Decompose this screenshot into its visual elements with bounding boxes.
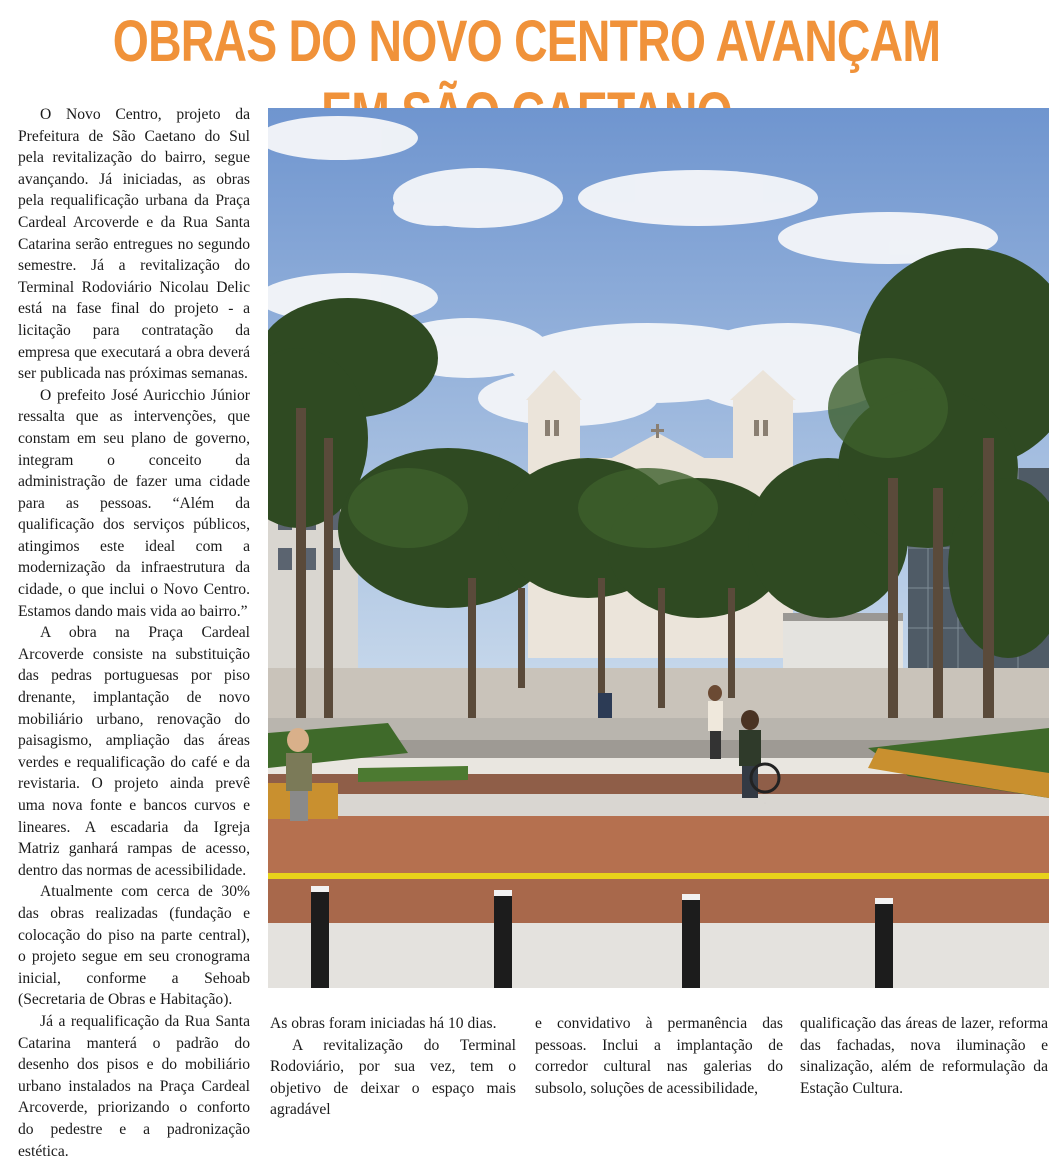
paragraph: O prefeito José Auricchio Júnior ressalta que as intervenções, que constam em seu plano de governo, integram o conceito da administração de fazer uma cidade para as pessoas. “Além da qualificação dos serviços públicos, atingimos este ideal com a modernização da infraestrutura da cidade, o que inclui o Novo Centro. Estamos dando mais vida ao bairro.” [18, 385, 250, 623]
article-column-4 [800, 1013, 1048, 1099]
article-column-3 [535, 1013, 783, 1099]
article-column-2 [270, 1013, 516, 1121]
paragraph: Já a requalificação da Rua Santa Catarina manterá o padrão do desenho dos pisos e do mobiliário urbano instalados na Praça Cardeal Arcoverde, priorizando o conforto do pedestre e a padronização estética. [18, 1011, 250, 1162]
paragraph: e convidativo à permanência das pessoas. Inclui a implantação de corredor cultural nas galerias do subsolo, soluções de acessibilidade, [535, 1013, 783, 1099]
paragraph: qualificação das áreas de lazer, reforma das fachadas, nova iluminação e sinalização, além de reformulação da Estação Cultura. [800, 1013, 1048, 1099]
article-column-1 [18, 104, 250, 1162]
headline: OBRAS DO NOVO CENTRO AVANÇAM [105, 6, 947, 78]
paragraph: A obra na Praça Cardeal Arcoverde consiste na substituição das pedras portuguesas por piso drenante, implantação de novo mobiliário urbano, renovação do paisagismo, ampliação das áreas verdes e requalificação do café e da revistaria. O projeto ainda prevê uma nova fonte e bancos curvos e lineares. A escadaria da Igreja Matriz ganhará rampas de acesso, dentro das normas de acessibilidade. [18, 622, 250, 881]
paragraph: As obras foram iniciadas há 10 dias. [270, 1013, 516, 1035]
paragraph: O Novo Centro, projeto da Prefeitura de São Caetano do Sul pela revitalização do bairro, segue avançando. Já iniciadas, as obras pela requalificação urbana da Praça Cardeal Arcoverde e da Rua Santa Catarina serão entregues no segundo semestre. Já a revitalização do Terminal Rodoviário Nicolau Delic está na fase final do projeto - a licitação para contratação da empresa que executará a obra deverá ser publicada nas próximas semanas. [18, 104, 250, 385]
praca-rendering-photo [268, 108, 1049, 988]
paragraph: A revitalização do Terminal Rodoviário, por sua vez, tem o objetivo de deixar o espaço mais agradável [270, 1035, 516, 1121]
paragraph: Atualmente com cerca de 30% das obras realizadas (fundação e colocação do piso na parte central), o projeto segue em seu cronograma inicial, conforme a Sehoab (Secretaria de Obras e Habitação). [18, 881, 250, 1011]
